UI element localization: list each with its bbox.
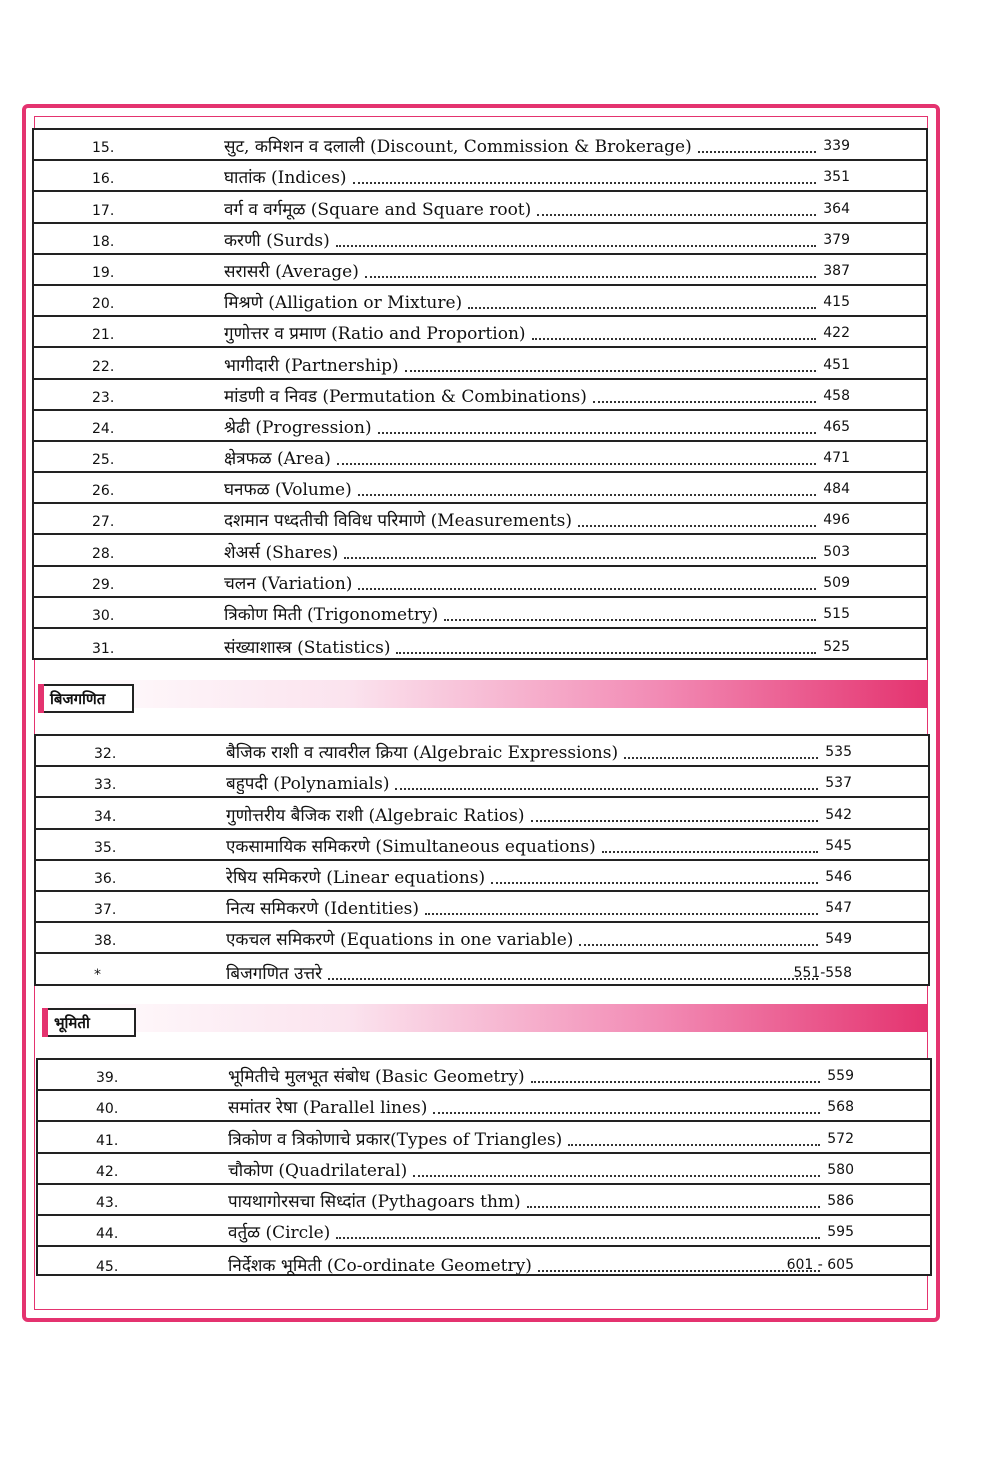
toc-row-title: घातांक (Indices)	[224, 168, 347, 189]
toc-row-title: चौकोण (Quadrilateral)	[228, 1160, 408, 1181]
toc-row-title-wrap	[224, 259, 816, 282]
toc-row-title-wrap	[228, 1253, 820, 1276]
toc-row-number: 23.	[92, 389, 115, 406]
toc-row-title-wrap	[228, 1189, 820, 1212]
toc-row-page: 586	[827, 1192, 854, 1209]
toc-leader-dots	[413, 1174, 820, 1177]
toc-row-page: 549	[825, 931, 852, 948]
toc-row-title: मांडणी व निवड (Permutation & Combinations)	[224, 386, 587, 407]
toc-row-title: मिश्रणे (Alligation or Mixture)	[224, 293, 463, 314]
toc-leader-dots	[527, 1205, 820, 1208]
toc-row-page: 451	[823, 356, 850, 373]
toc-row-title-wrap	[224, 228, 816, 251]
toc-row-title: त्रिकोण मिती (Trigonometry)	[224, 605, 439, 625]
toc-row-page: 542	[825, 806, 852, 823]
toc-leader-dots	[468, 306, 816, 309]
toc-row-page: 503	[823, 543, 850, 560]
toc-row	[34, 317, 926, 348]
toc-row-number: 22.	[92, 358, 115, 375]
toc-leader-dots	[344, 556, 816, 559]
toc-row-number: 29.	[92, 576, 115, 593]
toc-row	[34, 348, 926, 379]
toc-row-number: 40.	[96, 1101, 119, 1118]
toc-row-title-wrap	[228, 1220, 820, 1243]
toc-row	[36, 736, 928, 767]
toc-leader-dots	[353, 181, 816, 184]
toc-leader-dots	[358, 493, 816, 496]
toc-row	[34, 629, 926, 660]
toc-row-title: भागीदारी (Partnership)	[224, 355, 399, 376]
toc-row-number: 39.	[96, 1070, 119, 1087]
toc-row	[38, 1154, 930, 1185]
toc-row-page: 545	[825, 837, 852, 854]
toc-row-title-wrap	[228, 1095, 820, 1118]
toc-row-title-wrap	[228, 1064, 820, 1087]
toc-row-number: 37.	[94, 902, 117, 919]
toc-row-title-wrap	[224, 602, 816, 625]
toc-row-title: एकचल समिकरणे (Equations in one variable)	[226, 930, 574, 951]
toc-row-page: 458	[823, 387, 850, 404]
toc-row-title-wrap	[226, 771, 818, 794]
toc-row-title: चलन (Variation)	[224, 573, 353, 594]
toc-leader-dots	[336, 244, 816, 247]
toc-row-page: 496	[823, 512, 850, 529]
section-band-algebra	[38, 680, 928, 708]
toc-row-number: 30.	[92, 608, 115, 624]
toc-row-title: संख्याशास्त्र (Statistics)	[224, 638, 391, 659]
toc-row	[36, 861, 928, 892]
toc-row-number: 44.	[96, 1226, 119, 1243]
toc-row-title: करणी (Surds)	[224, 230, 330, 251]
toc-row-title-wrap	[226, 927, 818, 950]
toc-row-number: 28.	[92, 545, 115, 562]
toc-leader-dots	[593, 400, 816, 403]
toc-row-number: 26.	[92, 483, 115, 500]
toc-leader-dots	[444, 618, 816, 621]
toc-leader-dots	[698, 150, 816, 153]
toc-leader-dots	[365, 275, 816, 278]
toc-row	[34, 380, 926, 411]
toc-row-number: 20.	[92, 296, 115, 313]
toc-row	[36, 923, 928, 954]
toc-row-page: 422	[823, 325, 850, 342]
toc-row-page: 568	[827, 1099, 854, 1116]
toc-row-title: वर्तुळ (Circle)	[228, 1223, 331, 1244]
toc-row	[36, 892, 928, 923]
toc-leader-dots	[579, 943, 818, 946]
toc-row-number: 42.	[96, 1163, 119, 1180]
toc-leader-dots	[602, 850, 818, 853]
toc-row-title-wrap	[224, 134, 816, 157]
toc-row	[34, 130, 926, 161]
toc-leader-dots	[568, 1143, 820, 1146]
toc-row-title-wrap	[226, 865, 818, 888]
toc-leader-dots	[532, 337, 816, 340]
toc-row-number: 34.	[94, 808, 117, 825]
toc-row	[34, 161, 926, 192]
toc-table-geometry	[36, 1058, 932, 1276]
toc-row-title: पायथागोरसचा सिध्दांत (Pythagoars thm)	[228, 1191, 521, 1212]
toc-row	[36, 798, 928, 829]
toc-leader-dots	[538, 1269, 820, 1272]
toc-row-page: 547	[825, 900, 852, 917]
toc-row-title: बैजिक राशी व त्यावरील क्रिया (Algebraic Expressions)	[226, 743, 619, 764]
toc-row-title-wrap	[226, 961, 818, 984]
toc-row	[36, 954, 928, 985]
toc-row-page: 484	[823, 481, 850, 498]
toc-row-number: 41.	[96, 1132, 119, 1149]
toc-row	[34, 224, 926, 255]
toc-row-title: श्रेढी (Progression)	[224, 417, 372, 438]
toc-row-title-wrap	[226, 803, 818, 826]
toc-row-title: सरासरी (Average)	[224, 261, 359, 282]
toc-leader-dots	[358, 587, 816, 590]
toc-leader-dots	[624, 756, 818, 759]
toc-row	[36, 767, 928, 798]
toc-row-page: 465	[823, 418, 850, 435]
toc-row	[38, 1185, 930, 1216]
toc-row-number: 25.	[92, 452, 115, 469]
toc-row	[34, 286, 926, 317]
toc-leader-dots	[578, 524, 816, 527]
toc-row-title-wrap	[224, 415, 816, 438]
toc-row-number: 17.	[92, 202, 115, 219]
toc-leader-dots	[425, 912, 818, 915]
toc-row-title-wrap	[228, 1127, 820, 1150]
toc-row-page: 379	[823, 231, 850, 248]
toc-row-title: क्षेत्रफळ (Area)	[224, 449, 331, 470]
toc-row	[34, 255, 926, 286]
toc-row-number: 24.	[92, 420, 115, 437]
toc-row-page: 471	[823, 450, 850, 467]
toc-row-page: 387	[823, 262, 850, 279]
toc-row-number: 33.	[94, 777, 117, 794]
toc-row	[38, 1122, 930, 1153]
toc-row-title: गुणोत्तर व प्रमाण (Ratio and Proportion)	[224, 324, 526, 345]
toc-row-number: 32.	[94, 746, 117, 763]
toc-row	[38, 1216, 930, 1247]
toc-row	[34, 192, 926, 223]
toc-row-page: 415	[823, 294, 850, 311]
toc-leader-dots	[531, 1080, 820, 1083]
toc-row-title: वर्ग व वर्गमूळ (Square and Square root)	[224, 199, 532, 220]
toc-leader-dots	[396, 651, 816, 654]
toc-table-arithmetic	[32, 128, 928, 660]
toc-row-title: त्रिकोण व त्रिकोणाचे प्रकार(Types of Triangles)	[228, 1129, 563, 1150]
toc-leader-dots	[378, 431, 816, 434]
toc-leader-dots	[328, 977, 818, 980]
toc-row-title: निर्देशक भूमिती (Co-ordinate Geometry)	[228, 1256, 532, 1277]
toc-row-page: 515	[823, 606, 850, 622]
toc-row-number: 43.	[96, 1194, 119, 1211]
toc-row-title-wrap	[224, 477, 816, 500]
toc-leader-dots	[537, 213, 816, 216]
toc-row-page: 339	[823, 138, 850, 155]
toc-row-page: 537	[825, 775, 852, 792]
toc-row-title: रेषिय समिकरणे (Linear equations)	[226, 867, 486, 888]
toc-row-title-wrap	[224, 165, 816, 188]
toc-row-title-wrap	[228, 1158, 820, 1181]
toc-row-title-wrap	[224, 446, 816, 469]
toc-row-title-wrap	[224, 321, 816, 344]
toc-leader-dots	[405, 369, 816, 372]
toc-row-title-wrap	[224, 508, 816, 531]
toc-leader-dots	[395, 787, 818, 790]
toc-row	[34, 442, 926, 473]
toc-row-title-wrap	[224, 571, 816, 594]
toc-row	[34, 598, 926, 629]
toc-leader-dots	[531, 819, 818, 822]
toc-row-number: 31.	[92, 641, 115, 658]
toc-row-page: 509	[823, 574, 850, 591]
toc-row	[34, 567, 926, 598]
toc-leader-dots	[433, 1111, 820, 1114]
toc-row-page: 351	[823, 169, 850, 186]
toc-row-title-wrap	[224, 290, 816, 313]
toc-row-page: 551-558	[793, 964, 852, 981]
toc-row-title-wrap	[224, 635, 816, 658]
toc-row-title: एकसामायिक समिकरणे (Simultaneous equations)	[226, 836, 596, 857]
toc-row-number: *	[94, 966, 101, 983]
toc-row-title-wrap	[226, 896, 818, 919]
toc-row	[34, 504, 926, 535]
toc-row-title: शेअर्स (Shares)	[224, 542, 339, 563]
toc-row	[34, 535, 926, 566]
toc-row-number: 27.	[92, 514, 115, 531]
toc-row-title-wrap	[224, 384, 816, 407]
toc-row-page: 535	[825, 744, 852, 761]
toc-row-title-wrap	[224, 197, 816, 220]
section-band-geometry	[38, 1004, 928, 1032]
toc-row	[36, 830, 928, 861]
toc-row-title: नित्य समिकरणे (Identities)	[226, 899, 419, 920]
toc-row-number: 16.	[92, 171, 115, 188]
toc-leader-dots	[337, 462, 816, 465]
toc-row-title: बहुपदी (Polynamials)	[226, 774, 390, 795]
toc-row	[38, 1060, 930, 1091]
toc-row-title: सुट, कमिशन व दलाली (Discount, Commission & Brokerage)	[224, 137, 692, 158]
toc-table-algebra	[34, 734, 930, 986]
toc-row-page: 525	[823, 639, 850, 656]
toc-row-page: 601 - 605	[786, 1257, 854, 1274]
toc-row	[38, 1247, 930, 1278]
toc-row-page: 580	[827, 1161, 854, 1178]
section-label-geometry: भूमिती	[42, 1008, 136, 1037]
toc-leader-dots	[491, 881, 818, 884]
toc-row-number: 45.	[96, 1259, 119, 1276]
toc-row-page: 595	[827, 1224, 854, 1241]
toc-row	[38, 1091, 930, 1122]
toc-row-page: 572	[827, 1130, 854, 1147]
toc-row-number: 19.	[92, 264, 115, 281]
toc-row-title: समांतर रेषा (Parallel lines)	[228, 1098, 428, 1119]
toc-row-title: बिजगणित उत्तरे	[226, 963, 323, 984]
toc-row-number: 21.	[92, 327, 115, 344]
toc-row-number: 15.	[92, 140, 115, 157]
toc-row-page: 364	[823, 200, 850, 217]
toc-row-number: 38.	[94, 933, 117, 950]
toc-row-page: 546	[825, 868, 852, 885]
toc-row	[34, 411, 926, 442]
toc-row-number: 35.	[94, 839, 117, 856]
toc-row-title: गुणोत्तरीय बैजिक राशी (Algebraic Ratios)	[226, 805, 525, 826]
section-label-algebra: बिजगणित	[38, 684, 134, 713]
toc-row-number: 18.	[92, 233, 115, 250]
toc-row-title-wrap	[224, 353, 816, 376]
toc-row-title: दशमान पध्दतीची विविध परिमाणे (Measurements)	[224, 511, 573, 532]
toc-row-title: घनफळ (Volume)	[224, 480, 352, 501]
toc-row-title-wrap	[226, 834, 818, 857]
toc-row-page: 559	[827, 1068, 854, 1085]
toc-row-title-wrap	[224, 540, 816, 563]
toc-row	[34, 473, 926, 504]
toc-row-title: भूमितीचे मुलभूत संबोध (Basic Geometry)	[228, 1067, 525, 1088]
toc-leader-dots	[336, 1236, 820, 1239]
toc-row-number: 36.	[94, 870, 117, 887]
toc-row-title-wrap	[226, 740, 818, 763]
